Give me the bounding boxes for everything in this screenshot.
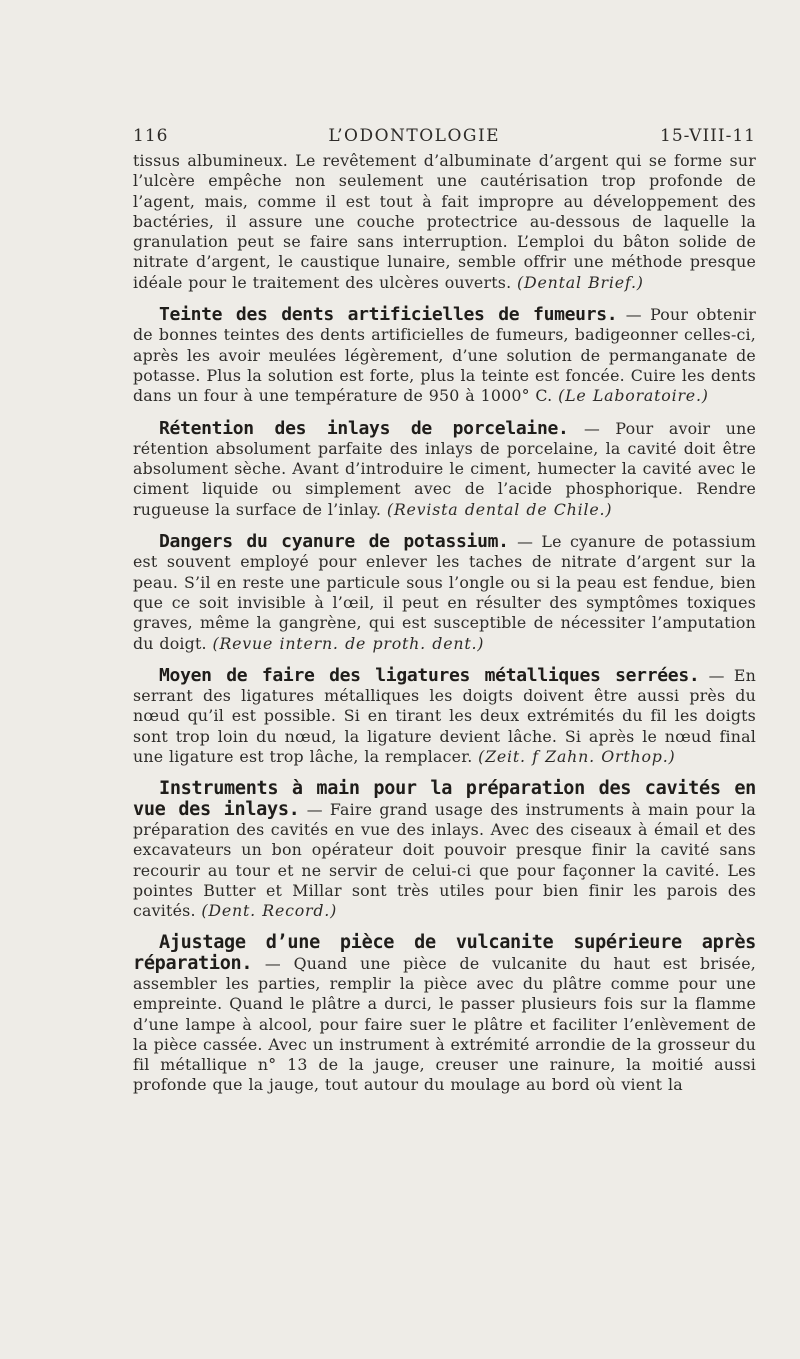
paragraph-text: — En serrant des ligatures métalliques les doigts doivent être aussi près du nœud qu’il est possible. Si en tirant les deux extrémités du fil les doigts sont trop loin du nœud, la ligature devient lâche. Si après le nœud final une ligature est trop lâche, la remplacer. [133,665,756,767]
page-number: 116 [133,126,169,146]
paragraph-text: — Faire grand usage des instruments à main pour la préparation des cavités en vue des inlays. Avec des ciseaux à émail et des excavateurs un bon opérateur doit pouvoir presque finir la cavité sans recourir au tour et ne servir de celui-ci que pour façonner la cavité. Les pointes Butter et Millar sont très utiles pour bien finir les parois des cavités. [133,799,756,921]
section-heading: Ajustage d’une pièce de vulcanite supérieure après réparation. [133,932,756,974]
paragraph-teinte [133,305,756,406]
paragraph-text: — Le cyanure de potassium est souvent employé pour enlever les taches de nitrate d’argent sur la peau. S’il en reste une particule sous l’ongle ou si la peau est fendue, bien que ce soit invisible à l’œil, il peut en résulter des symptômes toxiques graves, même la gangrène, qui est susceptible de nécessiter l’amputation du doigt. [133,532,756,653]
paragraph-text: — Pour avoir une rétention absolument parfaite des inlays de porcelaine, la cavité doit être absolument sèche. Avant d’introduire le ciment, humecter la cavité avec le ciment liquide ou simplement avec de l’acide phosphorique. Rendre rugueuse la surface de l’inlay. [133,418,756,519]
issue-date: 15-VIII-11 [660,126,756,146]
article-body [133,151,756,1096]
paragraph-text: — Pour obtenir de bonnes teintes des dents artificielles de fumeurs, badigeonner celles-ci, après les avoir meulées légèrement, d’une solution de permanganate de potasse. Plus la solution est forte, plus la teinte est foncée. Cuire les dents dans un four à une température de 950 à 1000° C. [133,305,756,406]
source-citation: (Le Laboratoire.) [558,386,709,406]
section-heading: Dangers du cyanure de potassium. [159,531,509,553]
paragraph-ligatures [133,666,756,767]
source-citation: (Zeit. f Zahn. Orthop.) [478,747,676,767]
section-heading: Rétention des inlays de porcelaine. [159,417,569,439]
section-heading: Moyen de faire des ligatures métalliques serrées. [159,664,700,686]
section-heading: Teinte des dents artificielles de fumeurs. [159,304,618,326]
paragraph-continuation [133,151,756,293]
paragraph-text: tissus albumineux. Le revêtement d’albuminate d’argent qui se forme sur l’ulcère empêche non seulement une cautérisation trop profonde de l’agent, mais, comme il est tout à fait impropre au développement des bactéries, il assure une couche protectrice au-dessous de laquelle la granulation peut se faire sans interruption. L’emploi du bâton solide de nitrate d’argent, le caustique lunaire, semble offrir une méthode presque idéale pour le traitement des ulcères ouverts. [133,151,756,292]
source-citation: (Revista dental de Chile.) [386,499,613,519]
paragraph-retention [133,419,756,520]
source-citation: (Revue intern. de proth. dent.) [212,633,485,653]
paragraph-ajustage [133,933,756,1095]
paragraph-text: — Quand une pièce de vulcanite du haut est brisée, assembler les parties, remplir la pièce avec du plâtre comme pour une empreinte. Quand le plâtre a durci, le passer plusieurs fois sur la flamme d’une lampe à alcool, pour faire suer le plâtre et faciliter l’enlèvement de la pièce cassée. Avec un instrument à extrémité arrondie de la grosseur du fil métallique n° 13 de la jauge, creuser une rainure, la moitié aussi profonde que la jauge, tout autour du moulage au bord où vient la [133,953,756,1095]
section-heading: Instruments à main pour la préparation des cavités en vue des inlays. [133,778,756,820]
paragraph-dangers [133,532,756,654]
running-head [133,126,756,146]
source-citation: (Dent. Record.) [201,901,338,921]
journal-title: L’ODONTOLOGIE [328,126,501,146]
source-citation: (Dental Brief.) [517,272,644,292]
paragraph-instruments [133,779,756,921]
